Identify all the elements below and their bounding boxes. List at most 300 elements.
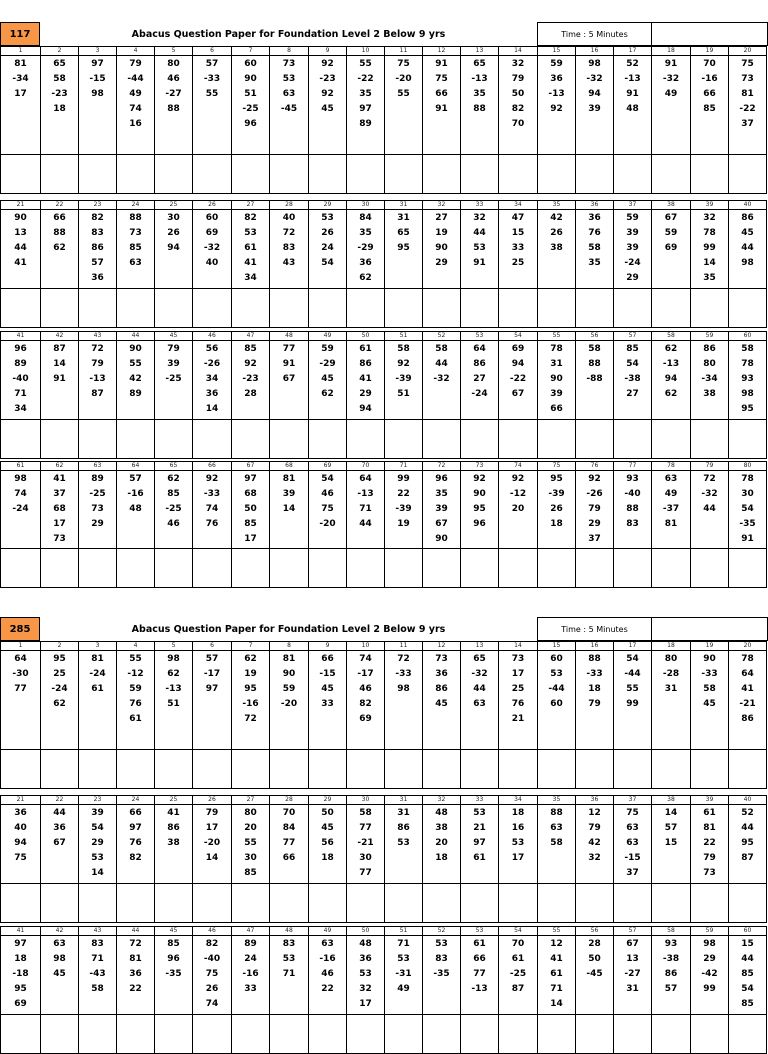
answer-box[interactable] — [461, 288, 498, 328]
answer-box[interactable] — [193, 288, 231, 328]
answer-box[interactable] — [729, 1014, 766, 1054]
question-value: 96 — [473, 519, 486, 529]
question-numbers — [691, 805, 728, 881]
question-value: -16 — [319, 954, 336, 964]
question-numbers — [461, 56, 498, 117]
question-numbers — [1, 210, 40, 271]
question-numbers — [614, 210, 651, 286]
answer-box[interactable] — [309, 749, 346, 789]
question-column — [575, 331, 613, 459]
question-number: 45 — [155, 331, 192, 341]
answer-box[interactable] — [193, 154, 231, 194]
answer-box[interactable] — [461, 883, 498, 923]
answer-box[interactable] — [423, 548, 460, 588]
answer-box[interactable] — [614, 1014, 651, 1054]
answer-box[interactable] — [652, 1014, 690, 1054]
question-value: 53 — [511, 838, 525, 848]
answer-box[interactable] — [79, 154, 116, 194]
answer-box[interactable] — [232, 548, 269, 588]
answer-box[interactable] — [1, 883, 40, 923]
question-value: 91 — [664, 59, 678, 69]
question-value: 81 — [282, 474, 296, 484]
answer-box[interactable] — [385, 288, 422, 328]
question-column — [308, 461, 346, 588]
question-value: -17 — [203, 669, 221, 679]
question-value: 85 — [741, 969, 754, 979]
question-number: 80 — [729, 461, 766, 471]
answer-box[interactable] — [155, 883, 192, 923]
answer-box[interactable] — [347, 154, 384, 194]
answer-box[interactable] — [232, 288, 269, 328]
answer-box[interactable] — [193, 883, 231, 923]
question-row-block — [0, 200, 768, 328]
question-value: 55 — [129, 654, 142, 664]
question-numbers — [347, 471, 384, 532]
answer-box[interactable] — [691, 749, 728, 789]
question-numbers — [193, 936, 231, 1012]
answer-box[interactable] — [385, 154, 422, 194]
question-value: 57 — [205, 59, 219, 69]
answer-box[interactable] — [461, 548, 498, 588]
question-value: -34 — [701, 374, 718, 384]
question-value: 67 — [53, 838, 66, 848]
question-value: 85 — [244, 344, 257, 354]
answer-box[interactable] — [385, 1014, 422, 1054]
answer-box[interactable] — [41, 419, 78, 459]
answer-box[interactable] — [79, 1014, 116, 1054]
answer-box[interactable] — [270, 749, 308, 789]
question-number: 39 — [691, 795, 728, 805]
answer-box[interactable] — [423, 154, 460, 194]
question-numbers — [385, 341, 422, 402]
answer-box[interactable] — [652, 548, 690, 588]
question-value: 79 — [167, 344, 180, 354]
answer-box[interactable] — [79, 749, 116, 789]
answer-box[interactable] — [79, 419, 116, 459]
answer-box[interactable] — [423, 749, 460, 789]
question-numbers — [270, 341, 308, 387]
answer-box[interactable] — [576, 749, 613, 789]
answer-box[interactable] — [232, 749, 269, 789]
answer-box[interactable] — [309, 548, 346, 588]
answer-box[interactable] — [155, 154, 192, 194]
question-numbers — [41, 936, 78, 982]
question-value: 30 — [741, 489, 754, 499]
answer-box[interactable] — [385, 749, 422, 789]
answer-box[interactable] — [729, 419, 766, 459]
question-number: 30 — [347, 795, 384, 805]
answer-box[interactable] — [1, 419, 40, 459]
answer-box[interactable] — [614, 749, 651, 789]
question-value: -13 — [548, 89, 565, 99]
answer-box[interactable] — [1, 154, 40, 194]
answer-box[interactable] — [1, 288, 40, 328]
answer-box[interactable] — [691, 288, 728, 328]
question-column — [728, 46, 767, 194]
question-value: 70 — [282, 808, 296, 818]
answer-box[interactable] — [576, 1014, 613, 1054]
answer-box[interactable] — [691, 548, 728, 588]
question-column — [269, 46, 308, 194]
question-numbers — [499, 210, 537, 271]
question-column — [154, 200, 192, 328]
question-number: 10 — [347, 641, 384, 651]
question-numbers — [461, 805, 498, 866]
answer-box[interactable] — [461, 749, 498, 789]
question-column — [308, 46, 346, 194]
question-numbers — [385, 210, 422, 256]
question-value: 51 — [167, 699, 180, 709]
question-column — [308, 331, 346, 459]
question-value: 92 — [397, 359, 410, 369]
question-value: 69 — [359, 714, 372, 724]
question-number: 50 — [347, 331, 384, 341]
answer-box[interactable] — [499, 288, 537, 328]
question-column — [537, 795, 575, 923]
question-numbers — [309, 651, 346, 712]
answer-box[interactable] — [538, 548, 575, 588]
question-column — [231, 795, 269, 923]
answer-box[interactable] — [41, 749, 78, 789]
question-value: 63 — [282, 89, 296, 99]
answer-box[interactable] — [576, 548, 613, 588]
question-value: 92 — [205, 474, 219, 484]
answer-box[interactable] — [270, 883, 308, 923]
question-value: 27 — [435, 213, 448, 223]
question-number: 25 — [155, 200, 192, 210]
answer-box[interactable] — [309, 1014, 346, 1054]
question-column — [498, 46, 537, 194]
answer-box[interactable] — [576, 154, 613, 194]
question-column — [192, 461, 231, 588]
question-value: 90 — [244, 74, 257, 84]
answer-box[interactable] — [499, 548, 537, 588]
answer-box[interactable] — [117, 288, 154, 328]
answer-box[interactable] — [309, 288, 346, 328]
answer-box[interactable] — [423, 288, 460, 328]
question-numbers — [117, 210, 154, 271]
answer-box[interactable] — [652, 749, 690, 789]
question-value: 32 — [359, 984, 372, 994]
question-value: 93 — [741, 374, 754, 384]
answer-box[interactable] — [41, 883, 78, 923]
question-number: 2 — [41, 46, 78, 56]
question-value: 39 — [167, 359, 180, 369]
question-value: -38 — [662, 954, 680, 964]
question-value: 79 — [588, 504, 601, 514]
answer-box[interactable] — [538, 154, 575, 194]
answer-box[interactable] — [270, 419, 308, 459]
question-value: -13 — [357, 489, 374, 499]
question-value: 28 — [588, 939, 601, 949]
answer-box[interactable] — [232, 154, 269, 194]
question-value: 48 — [359, 939, 372, 949]
question-column — [498, 461, 537, 588]
answer-box[interactable] — [461, 419, 498, 459]
question-value: 66 — [435, 89, 448, 99]
answer-box[interactable] — [385, 419, 422, 459]
question-value: 17 — [205, 823, 219, 833]
answer-box[interactable] — [499, 1014, 537, 1054]
question-value: 68 — [53, 504, 66, 514]
answer-box[interactable] — [423, 1014, 460, 1054]
question-column — [728, 926, 767, 1054]
answer-box[interactable] — [347, 548, 384, 588]
question-value: 18 — [588, 684, 601, 694]
answer-box[interactable] — [576, 419, 613, 459]
question-value: -33 — [586, 669, 603, 679]
question-column — [231, 46, 269, 194]
answer-box[interactable] — [155, 419, 192, 459]
answer-box[interactable] — [117, 548, 154, 588]
question-numbers — [499, 805, 537, 866]
answer-box[interactable] — [1, 749, 40, 789]
question-number: 5 — [155, 46, 192, 56]
answer-box[interactable] — [79, 883, 116, 923]
question-value: 79 — [511, 74, 525, 84]
question-value: 17 — [53, 519, 66, 529]
question-value: 48 — [129, 504, 142, 514]
answer-box[interactable] — [652, 154, 690, 194]
answer-box[interactable] — [499, 154, 537, 194]
answer-box[interactable] — [499, 749, 537, 789]
question-value: 38 — [167, 838, 180, 848]
question-value: 87 — [53, 344, 66, 354]
question-value: 36 — [550, 74, 563, 84]
question-value: 16 — [129, 119, 142, 129]
answer-box[interactable] — [232, 883, 269, 923]
question-number: 25 — [155, 795, 192, 805]
answer-box[interactable] — [41, 1014, 78, 1054]
question-value: 98 — [741, 258, 754, 268]
question-value: 26 — [550, 228, 563, 238]
question-value: 18 — [511, 808, 525, 818]
question-value: 96 — [435, 474, 448, 484]
question-column — [116, 461, 154, 588]
question-numbers — [691, 936, 728, 997]
name-field-box[interactable] — [652, 22, 768, 46]
question-number: 47 — [232, 331, 269, 341]
question-column — [690, 795, 728, 923]
answer-box[interactable] — [155, 749, 192, 789]
name-field-box[interactable] — [652, 617, 768, 641]
question-value: 59 — [129, 684, 142, 694]
answer-box[interactable] — [538, 883, 575, 923]
answer-box[interactable] — [538, 288, 575, 328]
question-number: 63 — [79, 461, 116, 471]
question-value: -39 — [548, 489, 565, 499]
answer-box[interactable] — [347, 749, 384, 789]
question-number: 52 — [423, 331, 460, 341]
question-value: 33 — [244, 984, 257, 994]
answer-box[interactable] — [41, 154, 78, 194]
answer-box[interactable] — [614, 883, 651, 923]
question-value: 92 — [321, 89, 334, 99]
answer-box[interactable] — [691, 1014, 728, 1054]
question-value: 46 — [321, 489, 334, 499]
question-value: -25 — [509, 969, 527, 979]
answer-box[interactable] — [117, 419, 154, 459]
answer-box[interactable] — [691, 154, 728, 194]
answer-box[interactable] — [41, 548, 78, 588]
answer-box[interactable] — [1, 1014, 40, 1054]
question-column — [116, 46, 154, 194]
answer-box[interactable] — [576, 288, 613, 328]
answer-box[interactable] — [652, 419, 690, 459]
answer-box[interactable] — [1, 548, 40, 588]
question-column — [116, 926, 154, 1054]
answer-box[interactable] — [309, 154, 346, 194]
answer-box[interactable] — [347, 419, 384, 459]
question-value: 22 — [397, 489, 410, 499]
answer-box[interactable] — [79, 548, 116, 588]
answer-box[interactable] — [232, 1014, 269, 1054]
question-value: 46 — [167, 74, 180, 84]
paper-code: 285 — [0, 617, 40, 641]
question-value: 41 — [167, 808, 180, 818]
answer-box[interactable] — [41, 288, 78, 328]
answer-box[interactable] — [499, 883, 537, 923]
answer-box[interactable] — [499, 419, 537, 459]
question-value: 92 — [244, 359, 257, 369]
answer-box[interactable] — [652, 883, 690, 923]
question-number: 19 — [691, 46, 728, 56]
answer-box[interactable] — [423, 419, 460, 459]
question-value: 72 — [282, 228, 296, 238]
answer-box[interactable] — [117, 883, 154, 923]
answer-box[interactable] — [155, 1014, 192, 1054]
question-value: 70 — [703, 59, 716, 69]
question-value: 95 — [53, 654, 66, 664]
question-value: 66 — [703, 89, 716, 99]
answer-box[interactable] — [193, 548, 231, 588]
answer-box[interactable] — [155, 288, 192, 328]
answer-box[interactable] — [729, 154, 766, 194]
question-value: 60 — [244, 59, 257, 69]
answer-box[interactable] — [614, 548, 651, 588]
answer-box[interactable] — [538, 419, 575, 459]
answer-box[interactable] — [193, 1014, 231, 1054]
answer-box[interactable] — [652, 288, 690, 328]
answer-box[interactable] — [347, 883, 384, 923]
answer-box[interactable] — [538, 749, 575, 789]
answer-box[interactable] — [347, 288, 384, 328]
question-value: 76 — [511, 699, 525, 709]
answer-box[interactable] — [193, 419, 231, 459]
question-numbers — [576, 805, 613, 866]
question-value: 82 — [359, 699, 372, 709]
answer-box[interactable] — [270, 1014, 308, 1054]
answer-box[interactable] — [309, 419, 346, 459]
answer-box[interactable] — [347, 1014, 384, 1054]
question-value: -33 — [203, 489, 221, 499]
answer-box[interactable] — [270, 154, 308, 194]
question-value: 45 — [741, 228, 754, 238]
answer-box[interactable] — [155, 548, 192, 588]
question-value: -16 — [127, 489, 144, 499]
answer-box[interactable] — [117, 154, 154, 194]
question-numbers — [499, 651, 537, 727]
answer-box[interactable] — [729, 749, 766, 789]
question-column — [116, 641, 154, 789]
question-value: 65 — [473, 654, 486, 664]
question-column — [460, 200, 498, 328]
answer-box[interactable] — [232, 419, 269, 459]
question-value: 27 — [473, 374, 486, 384]
question-value: 75 — [321, 504, 334, 514]
answer-box[interactable] — [576, 883, 613, 923]
question-number: 29 — [309, 795, 346, 805]
answer-box[interactable] — [729, 548, 766, 588]
question-value: 29 — [91, 838, 104, 848]
question-numbers — [423, 341, 460, 387]
answer-box[interactable] — [538, 1014, 575, 1054]
answer-box[interactable] — [691, 883, 728, 923]
question-value: 92 — [511, 474, 525, 484]
answer-box[interactable] — [385, 883, 422, 923]
question-value: 66 — [321, 654, 334, 664]
answer-box[interactable] — [193, 749, 231, 789]
answer-box[interactable] — [614, 154, 651, 194]
answer-box[interactable] — [270, 288, 308, 328]
question-numbers — [576, 210, 613, 271]
question-value: 22 — [129, 984, 142, 994]
question-value: 75 — [205, 969, 219, 979]
question-value: 75 — [397, 59, 410, 69]
answer-box[interactable] — [309, 883, 346, 923]
question-value: -26 — [203, 359, 221, 369]
question-value: 59 — [626, 213, 639, 223]
answer-box[interactable] — [385, 548, 422, 588]
answer-box[interactable] — [423, 883, 460, 923]
answer-box[interactable] — [117, 749, 154, 789]
question-value: 65 — [473, 59, 486, 69]
question-numbers — [652, 936, 690, 997]
answer-box[interactable] — [79, 288, 116, 328]
answer-box[interactable] — [117, 1014, 154, 1054]
question-value: 71 — [91, 954, 104, 964]
question-value: 89 — [14, 359, 27, 369]
answer-box[interactable] — [729, 288, 766, 328]
question-value: 55 — [244, 838, 257, 848]
question-value: -13 — [662, 359, 680, 369]
question-value: -12 — [127, 669, 144, 679]
question-value: 29 — [626, 273, 639, 283]
question-value: 18 — [14, 954, 27, 964]
question-number: 15 — [538, 46, 575, 56]
question-number: 53 — [461, 926, 498, 936]
answer-box[interactable] — [691, 419, 728, 459]
answer-box[interactable] — [729, 883, 766, 923]
question-numbers — [117, 651, 154, 727]
question-value: 67 — [664, 213, 678, 223]
paper-title: Abacus Question Paper for Foundation Level 2 Below 9 yrs — [131, 623, 446, 635]
question-value: 32 — [473, 213, 486, 223]
question-numbers — [461, 210, 498, 271]
question-value: 58 — [550, 838, 563, 848]
question-numbers — [79, 341, 116, 402]
question-value: -27 — [165, 89, 182, 99]
answer-box[interactable] — [461, 1014, 498, 1054]
question-numbers — [729, 210, 766, 271]
answer-box[interactable] — [614, 419, 651, 459]
answer-box[interactable] — [461, 154, 498, 194]
question-column — [346, 331, 384, 459]
question-value: -24 — [51, 684, 68, 694]
answer-box[interactable] — [270, 548, 308, 588]
answer-box[interactable] — [614, 288, 651, 328]
question-value: 40 — [282, 213, 296, 223]
